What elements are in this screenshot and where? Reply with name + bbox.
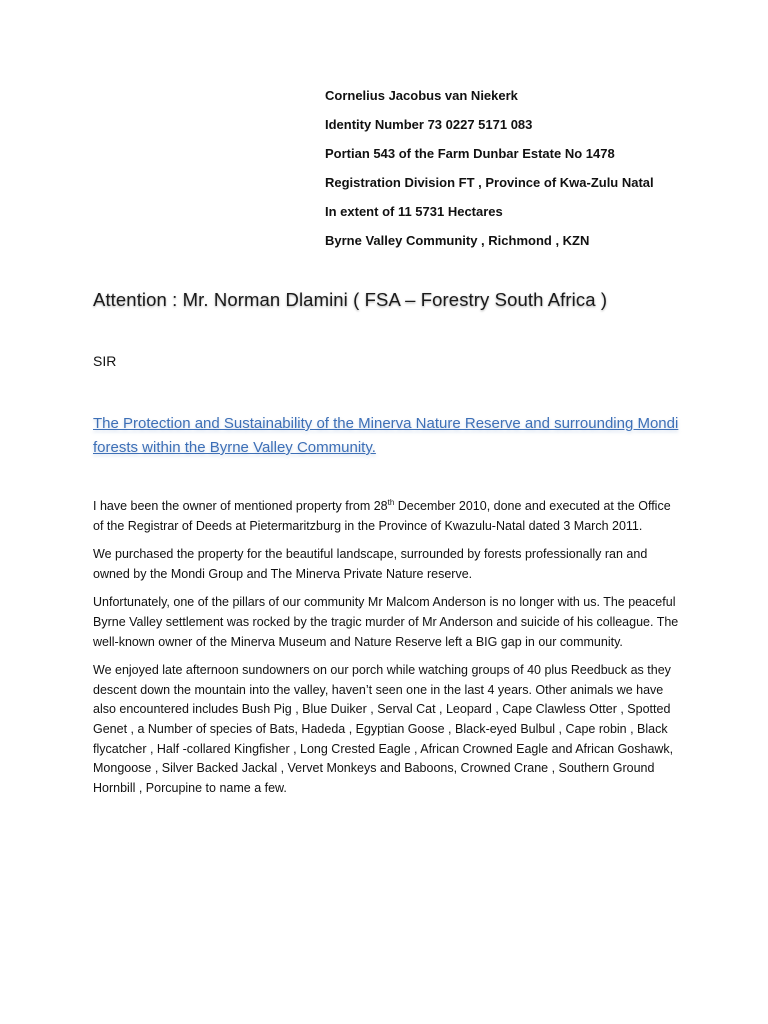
salutation: SIR [93,353,117,369]
paragraph-ownership [93,497,683,536]
paragraph-ownership-text-start: I have been the owner of mentioned property from 28 [93,499,388,513]
property-portion: Portian 543 of the Farm Dunbar Estate No 1478 [325,146,615,161]
property-extent: In extent of 11 5731 Hectares [325,204,503,219]
ordinal-suffix: th [387,497,395,507]
community-location: Byrne Valley Community , Richmond , KZN [325,233,590,248]
paragraph-community-loss: Unfortunately, one of the pillars of our community Mr Malcom Anderson is no longer with us. The peaceful Byrne Valley settlement was rocked by the tragic murder of Mr Anderson and suicide of his colleague. The well-known owner of the Minerva Museum and Nature Reserve left a BIG gap in our community. [93,595,679,649]
paragraph-ownership-text-end: December 2010, done and executed at the Office of the Registrar of Deeds at Pietermaritzburg in the Province of Kwazulu-Natal dated 3 March 2011. [93,499,671,533]
paragraph-wildlife: We enjoyed late afternoon sundowners on our porch while watching groups of 40 plus Reedbuck as they descent down the mountain into the valley, haven’t seen one in the last 4 years. Other animals we have also encountered includes Bush Pig , Blue Duiker , Serval Cat , Leopard , Cape Clawless Otter , Spotted Genet , a Number of species of Bats, Hadeda , Egyptian Goose , Black-eyed Bulbul , Cape robin , Black flycatcher , Half -collared Kingfisher , Long Crested Eagle , African Crowned Eagle and African Goshawk, Mongoose , Silver Backed Jackal , Vervet Monkeys and Baboons, Crowned Crane , Southern Ground Hornbill , Porcupine to name a few. [93,663,674,795]
registration-division: Registration Division FT , Province of Kwa-Zulu Natal [325,175,654,190]
sender-address-block [325,86,745,260]
sender-id-number: Identity Number 73 0227 5171 083 [325,117,533,132]
letter-body [93,497,683,807]
attention-line: Attention : Mr. Norman Dlamini ( FSA – Forestry South Africa ) [93,289,608,310]
paragraph-purchase: We purchased the property for the beautiful landscape, surrounded by forests professionally ran and owned by the Mondi Group and The Minerva Private Nature reserve. [93,547,648,581]
sender-name: Cornelius Jacobus van Niekerk [325,88,518,103]
subject-heading: The Protection and Sustainability of the Minerva Nature Reserve and surrounding Mondi forests within the Byrne Valley Community. [93,415,679,456]
